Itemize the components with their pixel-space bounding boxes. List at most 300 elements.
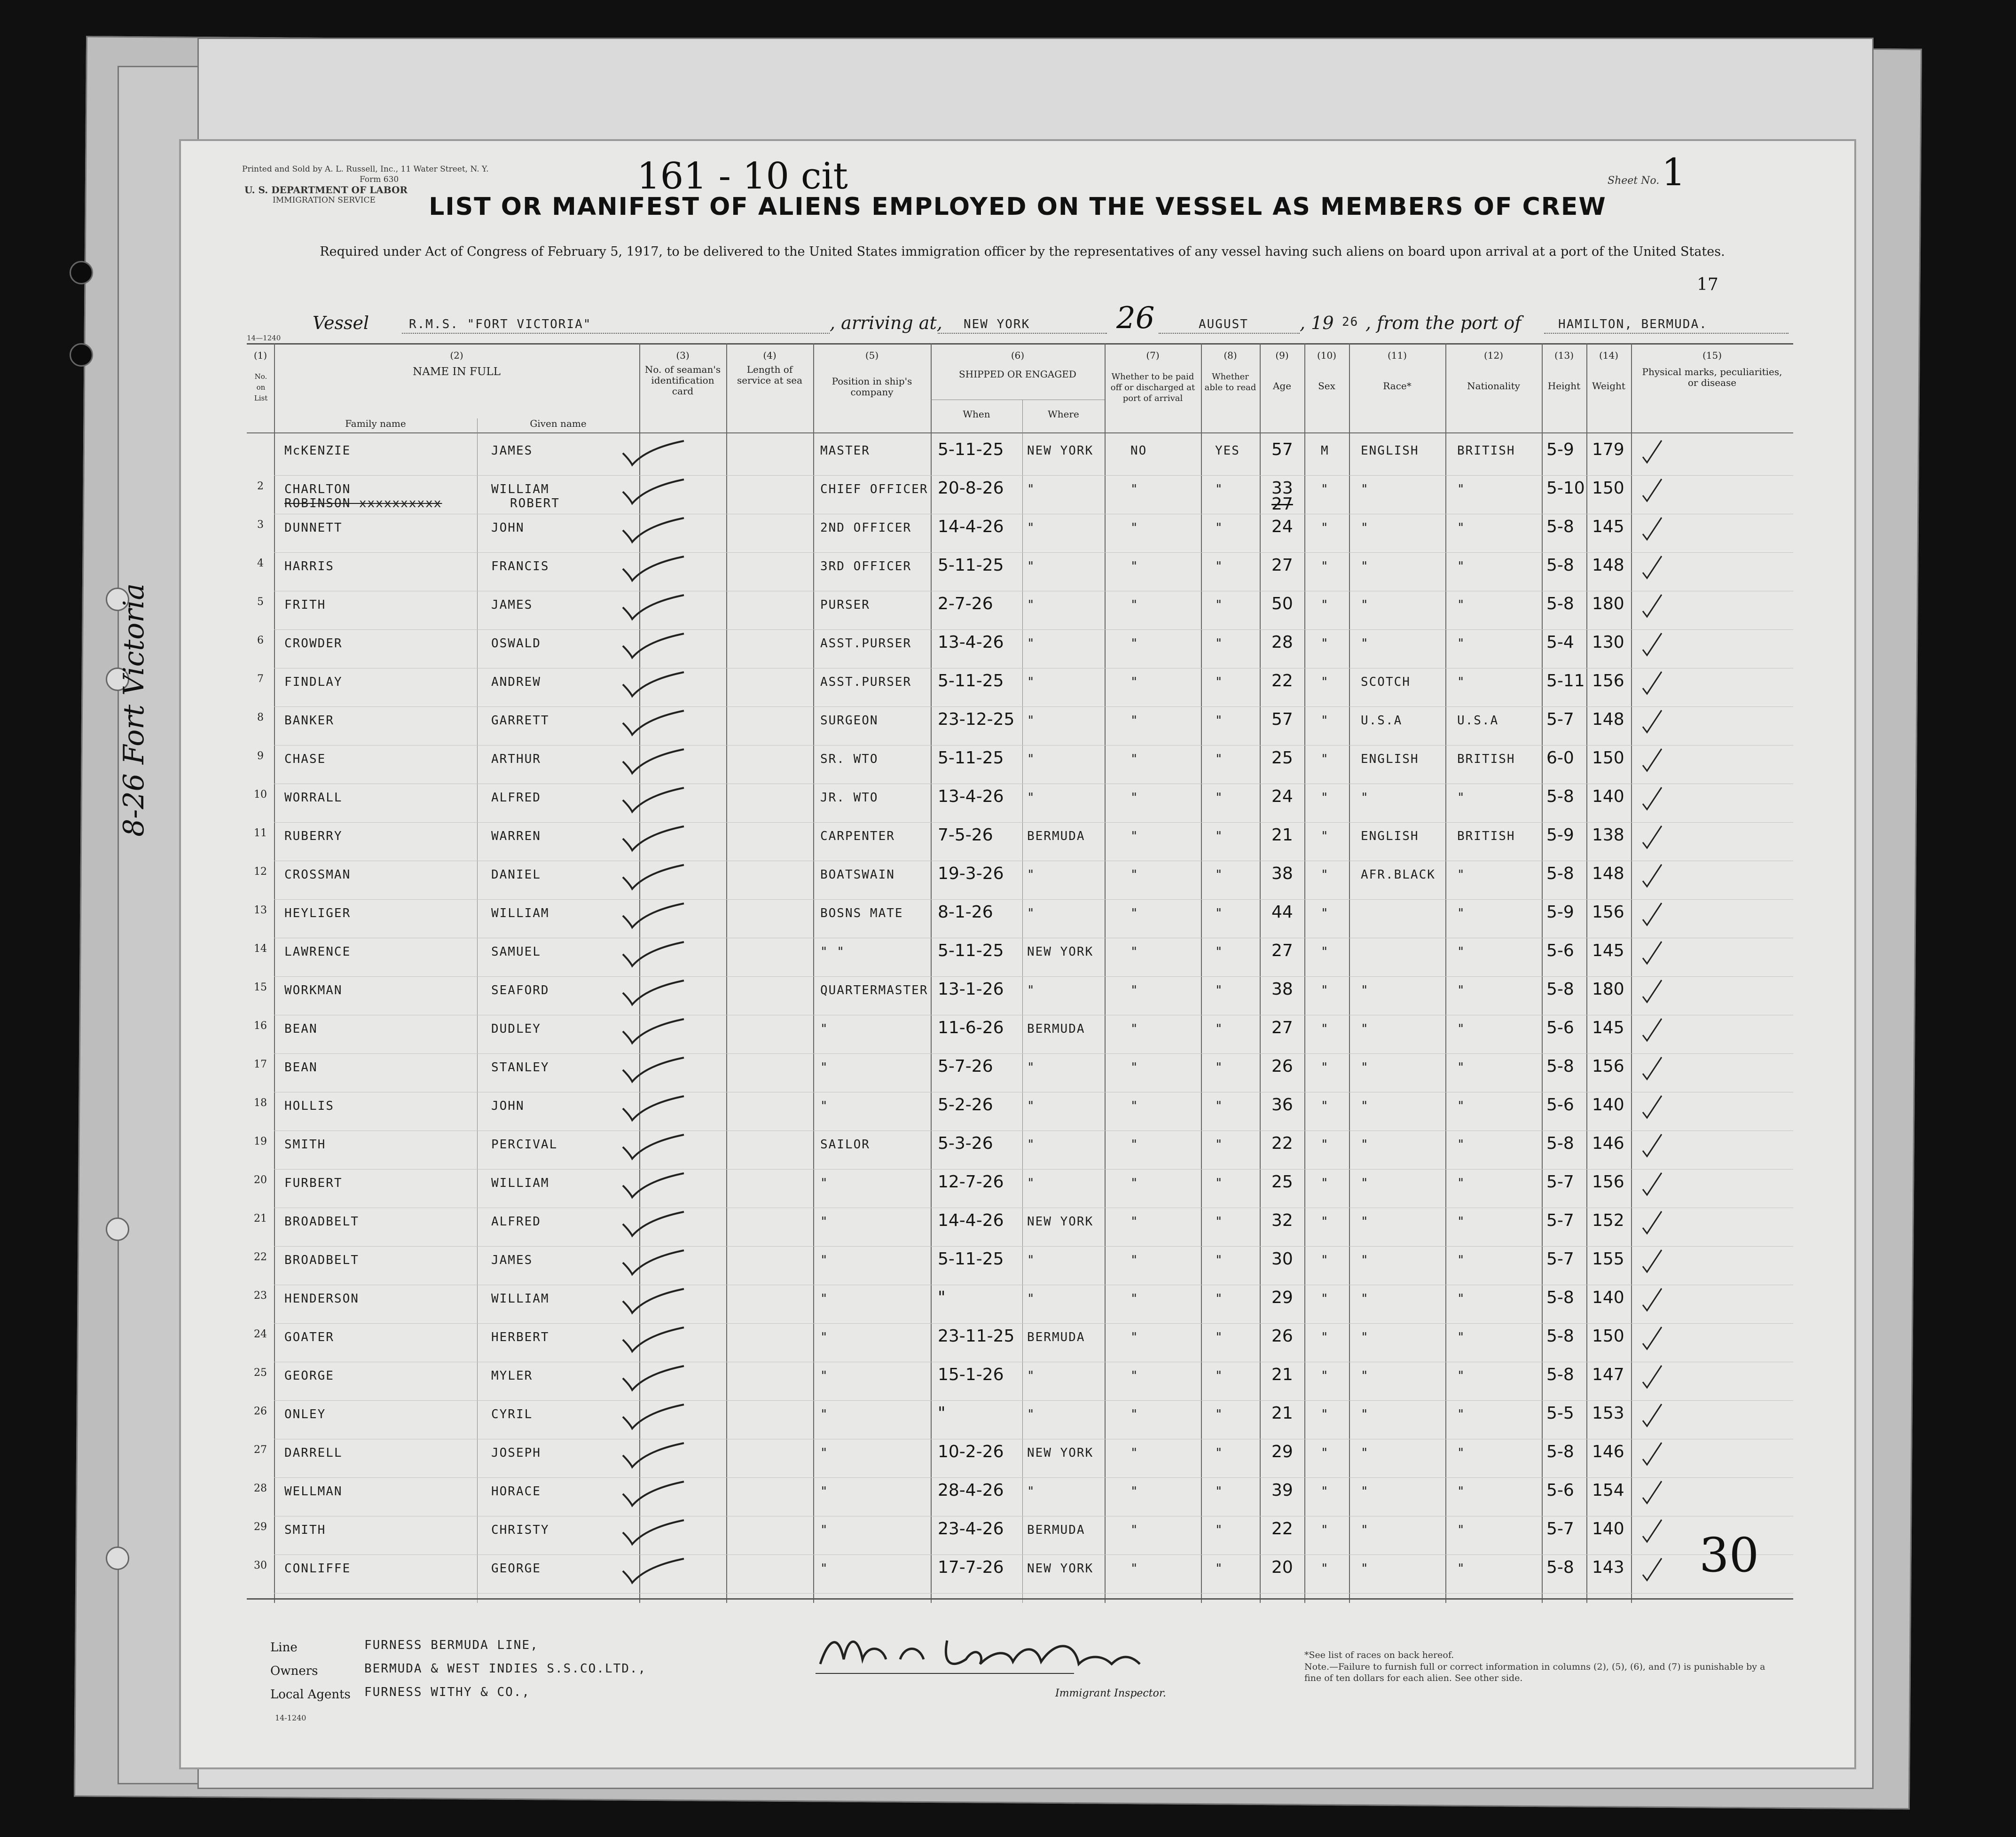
cell-family: SMITH bbox=[284, 1523, 326, 1537]
cell-race: " bbox=[1361, 1099, 1369, 1113]
checkmark-icon bbox=[618, 670, 693, 699]
cell-sex: " bbox=[1321, 1446, 1329, 1460]
cell-weight: 145 bbox=[1592, 1018, 1624, 1037]
row-number: 10 bbox=[254, 789, 267, 801]
checkmark-icon bbox=[618, 1248, 693, 1277]
cell-race: ENGLISH bbox=[1361, 752, 1419, 766]
cell-age: 29 bbox=[1271, 1288, 1293, 1307]
cell-age: 28 bbox=[1271, 633, 1293, 652]
cell-when: 13-4-26 bbox=[938, 787, 1004, 806]
cell-age: 24 bbox=[1271, 517, 1293, 536]
cell-when: 5-3-26 bbox=[938, 1134, 993, 1153]
checkmark-icon bbox=[618, 1326, 693, 1354]
cell-race: " bbox=[1361, 1369, 1369, 1383]
cell-nat: " bbox=[1457, 1099, 1466, 1113]
cell-read: YES bbox=[1215, 444, 1240, 458]
row-number: 4 bbox=[257, 557, 264, 569]
table-row bbox=[247, 977, 1793, 1015]
cell-nat: " bbox=[1457, 1138, 1466, 1152]
cell-paid: " bbox=[1130, 1022, 1139, 1036]
cell-given: JOHN bbox=[491, 1099, 525, 1113]
cell-age: 22 bbox=[1271, 1134, 1293, 1153]
cell-given: GARRETT bbox=[491, 714, 549, 728]
cell-family: LAWRENCE bbox=[284, 945, 351, 959]
cell-when: 19-3-26 bbox=[938, 864, 1004, 883]
cell-age: 33 bbox=[1271, 479, 1293, 498]
cell-when: 5-11-25 bbox=[938, 440, 1004, 459]
tick-icon bbox=[1640, 592, 1664, 620]
cell-nat: BRITISH bbox=[1457, 444, 1515, 458]
cell-when: 14-4-26 bbox=[938, 517, 1004, 536]
table-row bbox=[247, 861, 1793, 900]
cell-age: 26 bbox=[1271, 1057, 1293, 1076]
col-height-number: (13) bbox=[1554, 350, 1574, 361]
table-row bbox=[247, 1516, 1793, 1555]
cell-position: " bbox=[820, 1330, 829, 1344]
cell-weight: 179 bbox=[1592, 440, 1624, 459]
cell-age: 39 bbox=[1271, 1481, 1293, 1500]
cell-given: WILLIAM bbox=[491, 1176, 549, 1190]
row-number: 15 bbox=[254, 981, 267, 993]
col-no-label: No. on List bbox=[254, 372, 268, 402]
cell-position: " bbox=[820, 1369, 829, 1383]
cell-weight: 130 bbox=[1592, 633, 1624, 652]
cell-paid: " bbox=[1130, 906, 1139, 920]
cell-weight: 148 bbox=[1592, 864, 1624, 883]
row-number: 24 bbox=[254, 1328, 267, 1340]
cell-where: " bbox=[1027, 1292, 1035, 1306]
cell-read: " bbox=[1215, 636, 1224, 651]
cell-family: FURBERT bbox=[284, 1176, 343, 1190]
cell-position: CARPENTER bbox=[820, 829, 895, 843]
cell-nat: " bbox=[1457, 1407, 1466, 1421]
cell-position: " bbox=[820, 1484, 829, 1499]
checkmark-icon bbox=[618, 747, 693, 776]
cell-family: CROSSMAN bbox=[284, 868, 351, 882]
tick-icon bbox=[1640, 1055, 1664, 1083]
cell-height: 5-8 bbox=[1546, 1327, 1574, 1346]
cell-when: 5-11-25 bbox=[938, 941, 1004, 960]
cell-nat: " bbox=[1457, 983, 1466, 997]
cell-when: 23-4-26 bbox=[938, 1519, 1004, 1539]
tick-icon bbox=[1640, 438, 1664, 466]
cell-weight: 146 bbox=[1592, 1442, 1624, 1461]
service-name: IMMIGRATION SERVICE bbox=[273, 196, 376, 205]
cell-position: " bbox=[820, 1446, 829, 1460]
col-nationality-label: Nationality bbox=[1467, 380, 1520, 392]
cell-read: " bbox=[1215, 868, 1224, 882]
cell-nat: " bbox=[1457, 791, 1466, 805]
cell-position: " bbox=[820, 1215, 829, 1229]
cell-given: ARTHUR bbox=[491, 752, 541, 766]
tick-icon bbox=[1640, 862, 1664, 890]
checkmark-icon bbox=[618, 1480, 693, 1508]
cell-given-struck: ROBERT bbox=[510, 496, 560, 510]
cell-family: BROADBELT bbox=[284, 1215, 359, 1229]
col-read-number: (8) bbox=[1224, 350, 1237, 361]
cell-where: NEW YORK bbox=[1027, 444, 1094, 458]
tick-icon bbox=[1640, 785, 1664, 813]
cell-race: U.S.A bbox=[1361, 714, 1403, 728]
col-where-label: Where bbox=[1048, 408, 1079, 420]
cell-nat: " bbox=[1457, 1562, 1466, 1576]
row-number: 13 bbox=[254, 904, 267, 916]
cell-race: " bbox=[1361, 1292, 1369, 1306]
col-height-label: Height bbox=[1547, 380, 1581, 392]
cell-age: 57 bbox=[1271, 440, 1293, 459]
cell-family: BANKER bbox=[284, 714, 334, 728]
from-label: , from the port of bbox=[1365, 313, 1522, 333]
col-card-label: No. of seaman's identification card bbox=[644, 364, 721, 397]
checkmark-icon bbox=[618, 439, 693, 467]
cell-family: GEORGE bbox=[284, 1369, 334, 1383]
cell-where: " bbox=[1027, 714, 1035, 728]
cell-weight: 143 bbox=[1592, 1558, 1624, 1577]
cell-where: " bbox=[1027, 1138, 1035, 1152]
row-number: 27 bbox=[254, 1444, 267, 1456]
cell-sex: " bbox=[1321, 636, 1329, 651]
table-row bbox=[247, 514, 1793, 553]
cell-position: BOATSWAIN bbox=[820, 868, 895, 882]
owners-label: Owners bbox=[270, 1664, 318, 1678]
col-read-label: Whether able to read bbox=[1204, 372, 1256, 393]
cell-age: 29 bbox=[1271, 1442, 1293, 1461]
cell-read: " bbox=[1215, 1022, 1224, 1036]
cell-when: 2-7-26 bbox=[938, 594, 993, 613]
cell-where: " bbox=[1027, 752, 1035, 766]
cell-family: WORRALL bbox=[284, 791, 343, 805]
row-number: 22 bbox=[254, 1251, 267, 1263]
arrival-month: AUGUST bbox=[1199, 317, 1248, 331]
cell-nat: " bbox=[1457, 945, 1466, 959]
binder-hole bbox=[70, 261, 93, 284]
vessel-label: Vessel bbox=[313, 313, 369, 333]
cell-family: CONLIFFE bbox=[284, 1562, 351, 1576]
cell-where: " bbox=[1027, 1369, 1035, 1383]
cell-age: 21 bbox=[1271, 1365, 1293, 1384]
cell-given: ANDREW bbox=[491, 675, 541, 689]
table-row bbox=[247, 1208, 1793, 1247]
tick-icon bbox=[1640, 1016, 1664, 1044]
cell-race: " bbox=[1361, 636, 1369, 651]
cell-when: 23-11-25 bbox=[938, 1327, 1015, 1346]
cell-position: " bbox=[820, 1562, 829, 1576]
cell-given: JAMES bbox=[491, 1253, 533, 1267]
cell-family: CHARLTON bbox=[284, 482, 351, 496]
cell-given: OSWALD bbox=[491, 636, 541, 651]
cell-family: BEAN bbox=[284, 1060, 318, 1075]
checkmark-icon bbox=[618, 516, 693, 544]
cell-read: " bbox=[1215, 1484, 1224, 1499]
cell-height: 5-8 bbox=[1546, 1365, 1574, 1384]
col-shipped-label: SHIPPED OR ENGAGED bbox=[959, 369, 1076, 380]
cell-when: 10-2-26 bbox=[938, 1442, 1004, 1461]
inspector-label: Immigrant Inspector. bbox=[1055, 1688, 1166, 1699]
col-age-number: (9) bbox=[1275, 350, 1289, 361]
cell-race: " bbox=[1361, 521, 1369, 535]
note-races: *See list of races on back hereof. bbox=[1304, 1650, 1454, 1660]
line-label: Line bbox=[270, 1641, 298, 1655]
cell-weight: 150 bbox=[1592, 479, 1624, 498]
cell-read: " bbox=[1215, 1253, 1224, 1267]
col-service-label: Length of service at sea bbox=[737, 364, 803, 386]
cell-given: JOSEPH bbox=[491, 1446, 541, 1460]
tick-icon bbox=[1640, 1209, 1664, 1237]
cell-height: 5-9 bbox=[1546, 440, 1574, 459]
checkmark-icon bbox=[618, 1441, 693, 1469]
cell-age: 30 bbox=[1271, 1249, 1293, 1269]
cell-sex: " bbox=[1321, 1253, 1329, 1267]
cell-when: 8-1-26 bbox=[938, 903, 993, 922]
cell-paid: " bbox=[1130, 1138, 1139, 1152]
tick-icon bbox=[1640, 978, 1664, 1006]
cell-given: JAMES bbox=[491, 444, 533, 458]
agents-value: FURNESS WITHY & CO., bbox=[364, 1685, 531, 1699]
row-number: 29 bbox=[254, 1521, 267, 1533]
cell-paid: " bbox=[1130, 1446, 1139, 1460]
checkmark-icon bbox=[618, 824, 693, 853]
cell-given: PERCIVAL bbox=[491, 1138, 558, 1152]
cell-when: 7-5-26 bbox=[938, 825, 993, 845]
table-row bbox=[247, 476, 1793, 514]
cell-height: 5-10 bbox=[1546, 479, 1585, 498]
cell-where: BERMUDA bbox=[1027, 1022, 1085, 1036]
table-row bbox=[247, 784, 1793, 823]
row-number: 12 bbox=[254, 866, 267, 878]
cell-weight: 156 bbox=[1592, 903, 1624, 922]
manifest-sheet bbox=[181, 141, 1854, 1767]
row-number: 8 bbox=[257, 712, 264, 723]
cell-paid: " bbox=[1130, 636, 1139, 651]
cell-read: " bbox=[1215, 1330, 1224, 1344]
col-service-number: (4) bbox=[763, 350, 777, 361]
table-row bbox=[247, 1247, 1793, 1285]
cell-position: " bbox=[820, 1407, 829, 1421]
cell-nat: " bbox=[1457, 559, 1466, 573]
cell-read: " bbox=[1215, 521, 1224, 535]
form-number: Form 630 bbox=[360, 175, 399, 184]
cell-nat: " bbox=[1457, 598, 1466, 612]
cell-nat: " bbox=[1457, 1330, 1466, 1344]
cell-sex: " bbox=[1321, 945, 1329, 959]
cell-position: 3RD OFFICER bbox=[820, 559, 912, 573]
cell-given: WARREN bbox=[491, 829, 541, 843]
checkmark-icon bbox=[618, 632, 693, 660]
col-position-label: Position in ship's company bbox=[832, 376, 912, 398]
cell-where: NEW YORK bbox=[1027, 1446, 1094, 1460]
cell-race: " bbox=[1361, 598, 1369, 612]
cell-read: " bbox=[1215, 675, 1224, 689]
cell-race: ENGLISH bbox=[1361, 444, 1419, 458]
cell-paid: " bbox=[1130, 1253, 1139, 1267]
cell-sex: " bbox=[1321, 1176, 1329, 1190]
page-number: 17 bbox=[1697, 275, 1718, 294]
cell-height: 5-11 bbox=[1546, 671, 1585, 691]
cell-age: 38 bbox=[1271, 864, 1293, 883]
cell-paid: " bbox=[1130, 1060, 1139, 1075]
cell-read: " bbox=[1215, 829, 1224, 843]
cell-family: CHASE bbox=[284, 752, 326, 766]
cell-paid: " bbox=[1130, 675, 1139, 689]
row-number: 23 bbox=[254, 1290, 267, 1302]
col-race-label: Race* bbox=[1383, 380, 1412, 392]
cell-family: HENDERSON bbox=[284, 1292, 359, 1306]
line-value: FURNESS BERMUDA LINE, bbox=[364, 1638, 539, 1652]
margin-note: 8-26 Fort Victoria bbox=[118, 583, 150, 837]
cell-position: " bbox=[820, 1176, 829, 1190]
col-when-label: When bbox=[963, 408, 990, 420]
department-name: U. S. DEPARTMENT OF LABOR bbox=[244, 184, 408, 196]
cell-height: 5-8 bbox=[1546, 594, 1574, 613]
cell-where: " bbox=[1027, 521, 1035, 535]
checkmark-icon bbox=[618, 902, 693, 930]
cell-read: " bbox=[1215, 791, 1224, 805]
cell-paid: " bbox=[1130, 791, 1139, 805]
col-card-number: (3) bbox=[676, 350, 690, 361]
cell-sex: " bbox=[1321, 868, 1329, 882]
col-sex-number: (10) bbox=[1317, 350, 1337, 361]
cell-race: " bbox=[1361, 1407, 1369, 1421]
col-no-number: (1) bbox=[253, 350, 267, 361]
cell-race: " bbox=[1361, 559, 1369, 573]
cell-given: ALFRED bbox=[491, 1215, 541, 1229]
year-prefix: , 19 bbox=[1300, 313, 1334, 333]
cell-when: 5-11-25 bbox=[938, 556, 1004, 575]
cell-where: " bbox=[1027, 482, 1035, 496]
row-number: 6 bbox=[257, 635, 264, 646]
table-row bbox=[247, 1092, 1793, 1131]
table-row bbox=[247, 938, 1793, 977]
tick-icon bbox=[1640, 746, 1664, 775]
cell-age: 22 bbox=[1271, 1519, 1293, 1539]
cell-read: " bbox=[1215, 482, 1224, 496]
row-number: 19 bbox=[254, 1136, 267, 1147]
cell-sex: " bbox=[1321, 714, 1329, 728]
table-row bbox=[247, 1401, 1793, 1439]
col-marks-label: Physical marks, peculiarities, or disease bbox=[1642, 366, 1782, 388]
cell-weight: 180 bbox=[1592, 980, 1624, 999]
cell-race: " bbox=[1361, 1022, 1369, 1036]
row-number: 30 bbox=[254, 1560, 267, 1571]
row-number: 7 bbox=[257, 673, 264, 685]
cell-family: BROADBELT bbox=[284, 1253, 359, 1267]
cell-paid: " bbox=[1130, 1292, 1139, 1306]
cell-paid: " bbox=[1130, 1484, 1139, 1499]
cell-given: FRANCIS bbox=[491, 559, 549, 573]
tick-icon bbox=[1640, 901, 1664, 929]
checkmark-icon bbox=[618, 786, 693, 814]
cell-sex: " bbox=[1321, 559, 1329, 573]
row-number: 17 bbox=[254, 1059, 267, 1070]
form-code: 14—1240 bbox=[247, 334, 281, 342]
cell-sex: " bbox=[1321, 482, 1329, 496]
table-row bbox=[247, 1555, 1793, 1594]
cell-read: " bbox=[1215, 1060, 1224, 1075]
col-paid-label: Whether to be paid off or discharged at port of arrival bbox=[1110, 372, 1195, 403]
cell-height: 5-8 bbox=[1546, 556, 1574, 575]
cell-age: 57 bbox=[1271, 710, 1293, 729]
cell-height: 5-7 bbox=[1546, 1172, 1574, 1192]
cell-weight: 156 bbox=[1592, 671, 1624, 691]
cell-height: 5-6 bbox=[1546, 941, 1574, 960]
tick-icon bbox=[1640, 477, 1664, 505]
cell-paid: " bbox=[1130, 1099, 1139, 1113]
checkmark-icon bbox=[618, 1518, 693, 1547]
cell-read: " bbox=[1215, 983, 1224, 997]
arrival-day: 26 bbox=[1116, 301, 1155, 336]
cell-family: RUBERRY bbox=[284, 829, 343, 843]
cell-family: HEYLIGER bbox=[284, 906, 351, 920]
cell-family: McKENZIE bbox=[284, 444, 351, 458]
cell-sex: " bbox=[1321, 1523, 1329, 1537]
cell-weight: 147 bbox=[1592, 1365, 1624, 1384]
cell-age: 38 bbox=[1271, 980, 1293, 999]
cell-height: 5-8 bbox=[1546, 1558, 1574, 1577]
col-paid-number: (7) bbox=[1146, 350, 1160, 361]
cell-given: JAMES bbox=[491, 598, 533, 612]
cell-race: " bbox=[1361, 1484, 1369, 1499]
cell-paid: " bbox=[1130, 752, 1139, 766]
cell-family: ONLEY bbox=[284, 1407, 326, 1421]
col-marks-number: (15) bbox=[1702, 350, 1722, 361]
cell-read: " bbox=[1215, 714, 1224, 728]
cell-nat: " bbox=[1457, 1292, 1466, 1306]
col-race-number: (11) bbox=[1387, 350, 1407, 361]
cell-when: 12-7-26 bbox=[938, 1172, 1004, 1192]
cell-given: MYLER bbox=[491, 1369, 533, 1383]
cell-nat: BRITISH bbox=[1457, 752, 1515, 766]
tick-icon bbox=[1640, 631, 1664, 659]
printer-line: Printed and Sold by A. L. Russell, Inc., 11 Water Street, N. Y. bbox=[242, 165, 489, 174]
cell-age: 27 bbox=[1271, 1018, 1293, 1037]
cell-height: 5-8 bbox=[1546, 517, 1574, 536]
cell-paid: " bbox=[1130, 1176, 1139, 1190]
tick-icon bbox=[1640, 515, 1664, 543]
cell-position: PURSER bbox=[820, 598, 870, 612]
cell-when: 13-1-26 bbox=[938, 980, 1004, 999]
cell-where: " bbox=[1027, 868, 1035, 882]
tick-icon bbox=[1640, 1093, 1664, 1122]
table-row bbox=[247, 591, 1793, 630]
checkmark-icon bbox=[618, 1287, 693, 1315]
cell-read: " bbox=[1215, 1215, 1224, 1229]
table-row bbox=[247, 1170, 1793, 1208]
checkmark-icon bbox=[618, 863, 693, 891]
tick-icon bbox=[1640, 939, 1664, 967]
cell-read: " bbox=[1215, 1369, 1224, 1383]
cell-height: 5-7 bbox=[1546, 1211, 1574, 1230]
cell-nat: " bbox=[1457, 636, 1466, 651]
departure-port: HAMILTON, BERMUDA. bbox=[1558, 317, 1708, 331]
cell-height: 5-5 bbox=[1546, 1404, 1574, 1423]
cell-height: 5-8 bbox=[1546, 1442, 1574, 1461]
cell-where: " bbox=[1027, 1407, 1035, 1421]
cell-read: " bbox=[1215, 945, 1224, 959]
cell-when: 23-12-25 bbox=[938, 710, 1015, 729]
cell-when: 15-1-26 bbox=[938, 1365, 1004, 1384]
cell-race: " bbox=[1361, 1562, 1369, 1576]
checkmark-icon bbox=[618, 709, 693, 737]
cell-sex: " bbox=[1321, 1330, 1329, 1344]
cell-where: BERMUDA bbox=[1027, 1330, 1085, 1344]
cell-age: 44 bbox=[1271, 903, 1293, 922]
cell-position: SAILOR bbox=[820, 1138, 870, 1152]
tick-icon bbox=[1640, 1556, 1664, 1584]
cell-nat: " bbox=[1457, 521, 1466, 535]
cell-nat: " bbox=[1457, 1060, 1466, 1075]
note-fine: Note.—Failure to furnish full or correct information in columns (2), (5), (6), and (7) is punishable by a fine of ten dollars for each alien. See other side. bbox=[1304, 1662, 1765, 1683]
row-number: 26 bbox=[254, 1405, 267, 1417]
